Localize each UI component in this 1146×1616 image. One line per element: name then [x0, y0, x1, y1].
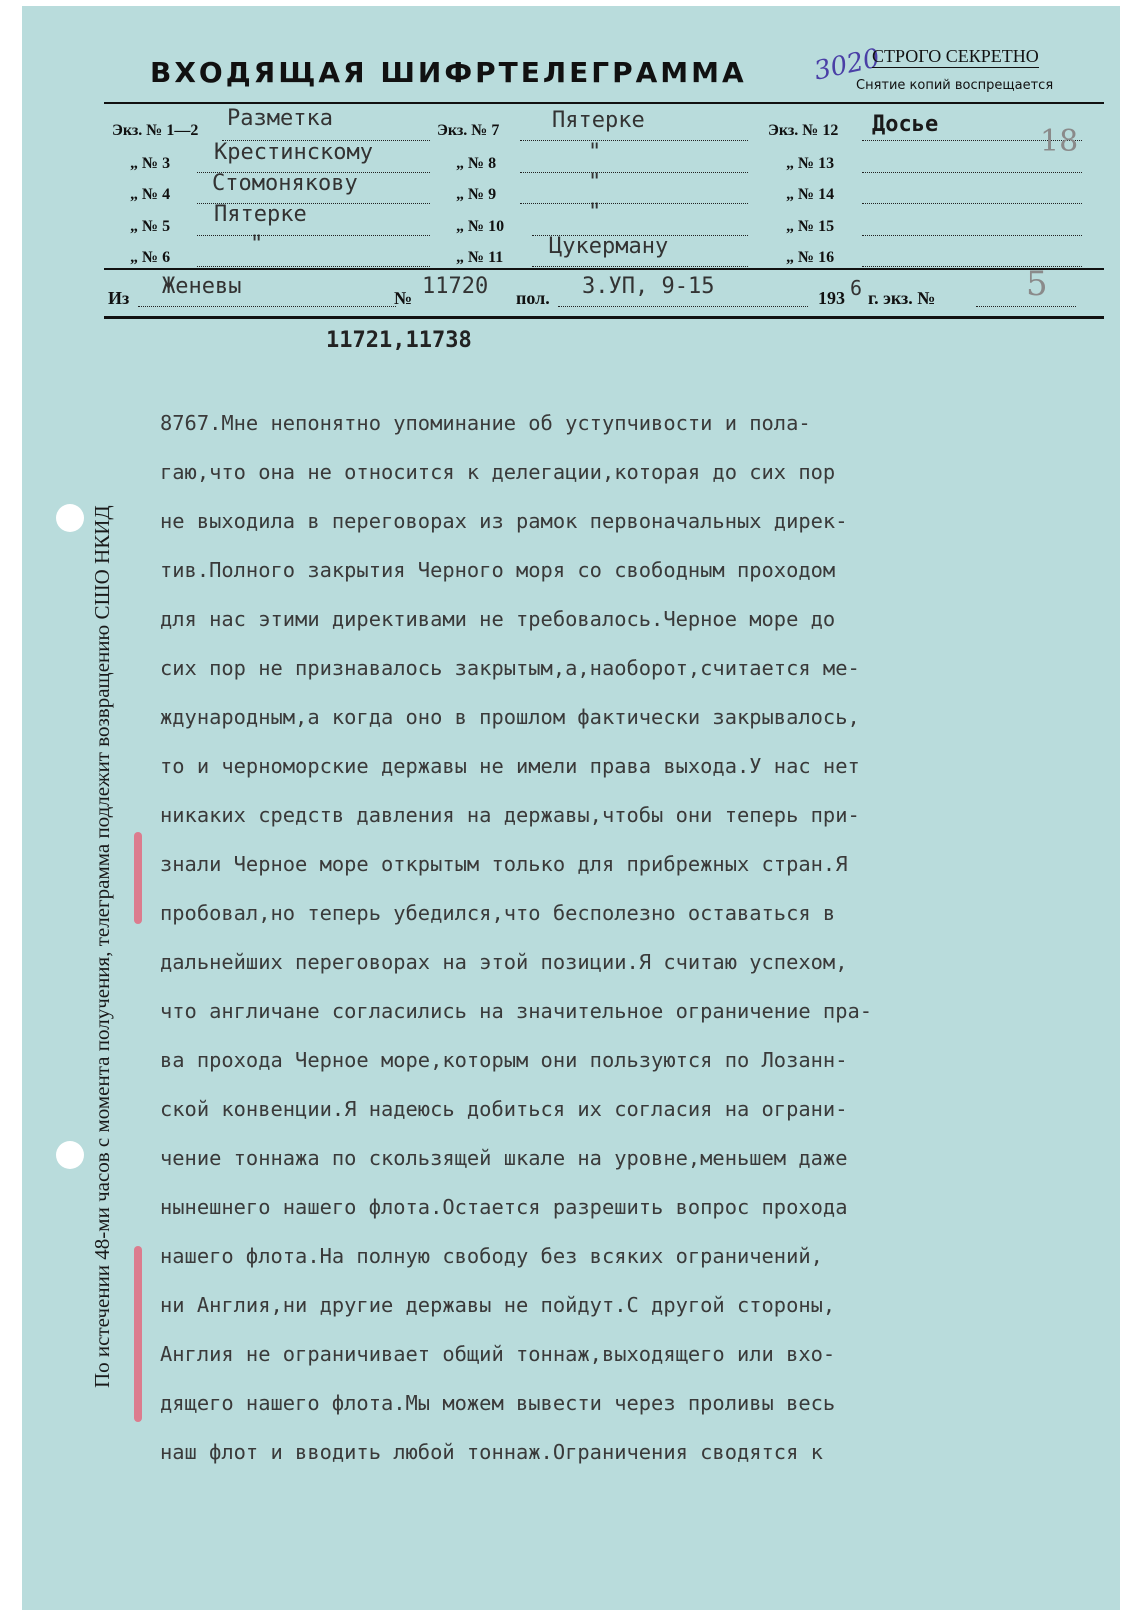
handwritten-number: 3020 — [811, 43, 883, 87]
telegram-sheet — [22, 6, 1120, 1610]
copy-label: „ № 13 — [786, 155, 835, 172]
copy-label: Экз. № 7 — [437, 122, 500, 139]
dotted-line — [138, 306, 396, 307]
punch-hole-bottom — [56, 1141, 84, 1169]
copy-prohibition-note: Снятие копий воспрещается — [856, 78, 1054, 93]
recipient-name: Цукерману — [549, 234, 669, 259]
body-line: сих пор не признавалось закрытым,а,наоборот,считается ме- — [160, 656, 860, 680]
body-line: гаю,что она не относится к делегации,которая до сих пор — [160, 460, 836, 484]
dotted-line — [862, 172, 1082, 173]
copy-label: „ № 8 — [456, 155, 497, 172]
copy-label: „ № 15 — [786, 218, 835, 235]
body-line: что англичане согласились на значительное ограничение пра- — [160, 999, 873, 1023]
return-instruction-note: По истечении 48-ми часов с момента получения, телеграмма подлежит возвращению СШО НКИД — [90, 505, 114, 1388]
copy-label: Экз. № 1—2 — [112, 122, 199, 139]
body-line: нынешнего нашего флота.Остается разрешить вопрос прохода — [160, 1195, 848, 1219]
dotted-line — [862, 203, 1082, 204]
body-line: ни Англия,ни другие державы не пойдут.С другой стороны, — [160, 1293, 836, 1317]
secrecy-label: СТРОГО СЕКРЕТНО — [872, 46, 1039, 66]
copy-label: „ № 14 — [786, 186, 835, 203]
recipient-name: Досье — [872, 112, 939, 137]
copy-label: „ № 6 — [130, 249, 171, 266]
body-line: то и черноморские державы не имели права выхода.У нас нет — [160, 754, 860, 778]
body-line: ждународным,а когда оно в прошлом фактически закрывалось, — [160, 705, 860, 729]
year-prefix: 193 — [818, 288, 845, 308]
origin-city: Женевы — [162, 274, 242, 299]
body-line: не выходила в переговорах из рамок первоначальных дирек- — [160, 509, 848, 533]
ditto-mark: " — [588, 140, 602, 165]
ditto-mark: " — [250, 232, 264, 257]
dotted-line — [532, 266, 748, 267]
body-line: нашего флота.На полную свободу без всяких ограничений, — [160, 1244, 823, 1268]
origin-bottom-rule — [104, 316, 1104, 319]
dotted-line — [197, 266, 430, 267]
copy-label: „ № 10 — [456, 218, 505, 235]
body-line: никаких средств давления на державы,чтобы они теперь при- — [160, 803, 860, 827]
body-line: дальнейших переговорах на этой позиции.Я считаю успехом, — [160, 950, 848, 974]
copy-label: „ № 9 — [456, 186, 497, 203]
red-pencil-mark-lower — [134, 1246, 142, 1422]
dotted-line — [520, 203, 748, 204]
telegram-number: 11720 — [422, 274, 489, 299]
copy-label: „ № 5 — [130, 218, 171, 235]
body-line: чение тоннажа по скользящей шкале на уровне,меньшем даже — [160, 1146, 848, 1170]
recipient-name: Пятерке — [214, 202, 307, 227]
body-line: пробовал,но теперь убедился,что бесполезно оставаться в — [160, 901, 836, 925]
copy-label: „ № 11 — [456, 249, 504, 266]
from-label: Из — [108, 288, 130, 308]
received-label: пол. — [516, 288, 550, 308]
recipient-name: Стомонякову — [212, 171, 358, 196]
reference-numbers: 11721,11738 — [326, 328, 472, 353]
dotted-line — [520, 140, 748, 141]
pencil-number: 18 — [1040, 124, 1079, 159]
dotted-line — [520, 172, 748, 173]
body-line: Англия не ограничивает общий тоннаж,выходящего или вхо- — [160, 1342, 836, 1366]
received-date-time: 3.УП, 9-15 — [582, 274, 715, 299]
header-rule — [104, 102, 1104, 104]
body-line: знали Черное море открытым только для прибрежных стран.Я — [160, 852, 848, 876]
recipient-name: Пятерке — [552, 108, 645, 133]
copy-number: 5 — [1026, 264, 1048, 304]
red-pencil-mark-upper — [134, 832, 142, 924]
copy-label: „ № 3 — [130, 155, 171, 172]
copy-label: „ № 16 — [786, 249, 835, 266]
punch-hole-top — [56, 504, 84, 532]
recipient-name: Крестинскому — [214, 140, 373, 165]
copy-label: „ № 4 — [130, 186, 171, 203]
body-line: дящего нашего флота.Мы можем вывести через проливы весь — [160, 1391, 836, 1415]
dotted-line — [862, 235, 1082, 236]
document-title: ВХОДЯЩАЯ ШИФРТЕЛЕГРАММА — [150, 56, 747, 89]
ditto-mark: " — [588, 170, 602, 195]
dotted-line — [976, 306, 1076, 307]
dotted-line — [197, 235, 430, 236]
year-suffix: г. экз. № — [868, 288, 936, 308]
year-digit: 6 — [850, 276, 863, 300]
body-line: ва прохода Черное море,которым они пользуются по Лозанн- — [160, 1048, 848, 1072]
body-line: для нас этими директивами не требовалось.Черное море до — [160, 607, 836, 631]
body-line: тив.Полного закрытия Черного моря со свободным проходом — [160, 558, 836, 582]
dotted-line — [862, 266, 1082, 267]
body-line: наш флот и вводить любой тоннаж.Ограничения сводятся к — [160, 1440, 823, 1464]
body-line: 8767.Мне непонятно упоминание об уступчивости и пола- — [160, 411, 811, 435]
number-label: № — [394, 288, 413, 308]
dotted-line — [558, 306, 808, 307]
body-line: ской конвенции.Я надеюсь добиться их согласия на ограни- — [160, 1097, 848, 1121]
recipient-name: Разметка — [227, 106, 333, 131]
copy-label: Экз. № 12 — [768, 122, 839, 139]
ditto-mark: " — [588, 200, 602, 225]
distribution-bottom-rule — [104, 268, 1104, 270]
